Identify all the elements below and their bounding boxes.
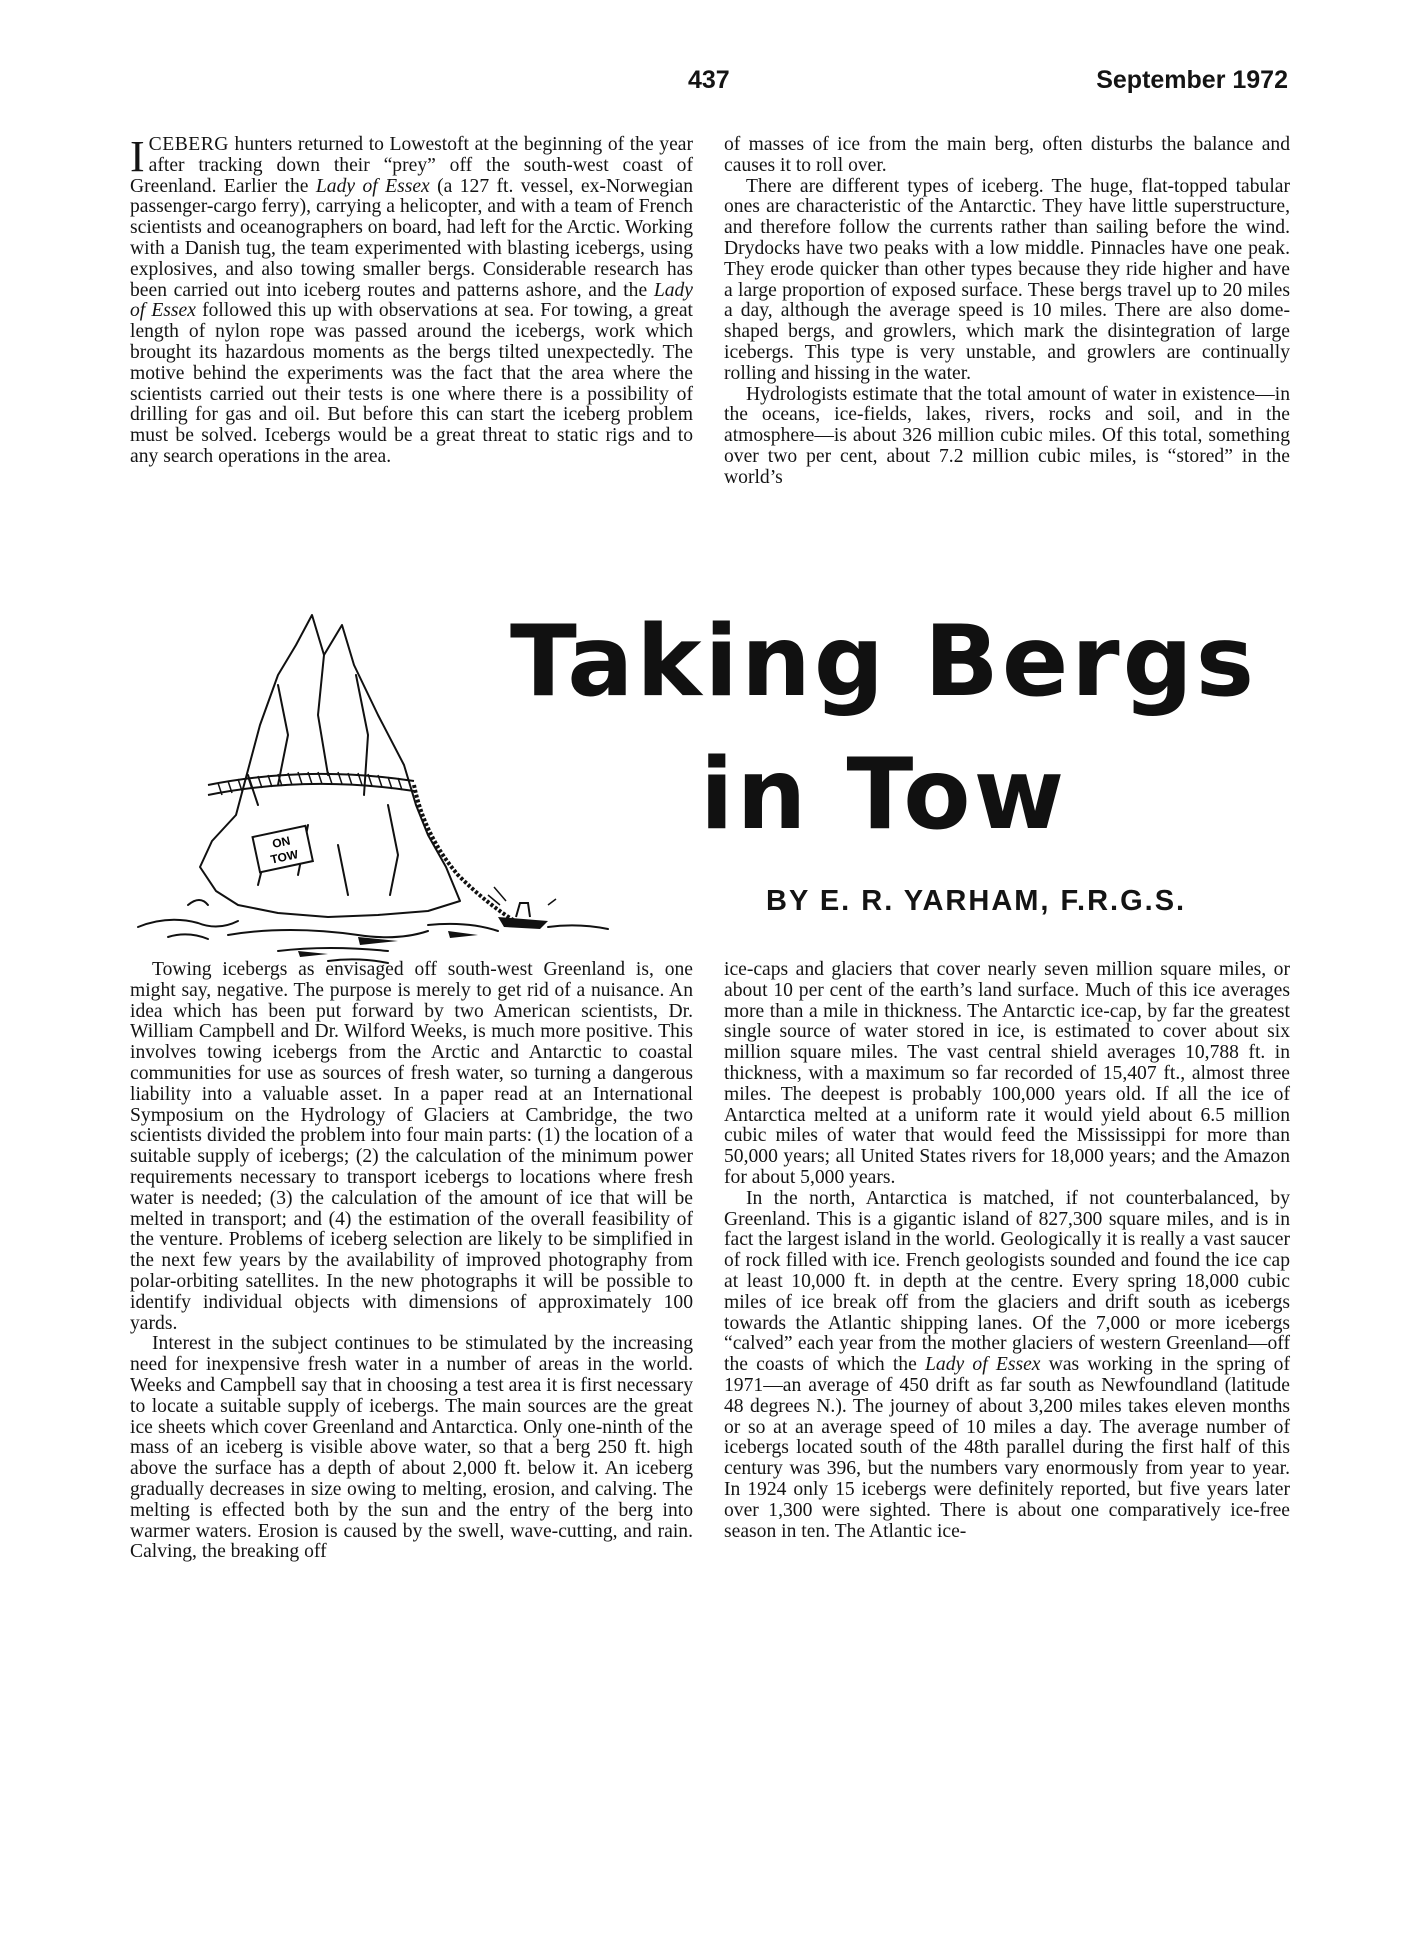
paragraph: Interest in the subject continues to be stimulated by the increasing need for inexpensive fresh water in a number of areas in the world. Weeks and Campbell say that in choosing a test area it is first necessary to locate a suitable supply of icebergs. The main sources are the great ice sheets which cover Greenland and Antarctica. Only one-ninth of the mass of an iceberg is visible above water, so that a berg 250 ft. high above the surface has a depth of about 2,000 ft. below it. An iceberg gradually decreases in size owing to melting, erosion, and calving. The melting is effected both by the sun and the entry of the berg into warmer waters. Erosion is caused by the swell, wave-cutting, and rain. Calving, the breaking off [130,1333,693,1563]
bottom-left-column [130,960,693,1563]
paragraph: of masses of ice from the main berg, often disturbs the balance and causes it to roll over. [724,134,1290,176]
vessel-name: Lady of Essex [130,279,693,322]
tag-label-on: ON [270,833,292,851]
tag-label-tow: TOW [269,847,300,867]
intro-column [130,132,694,468]
issue-date: September 1972 [1096,66,1288,94]
paragraph: Towing icebergs as envisaged off south-west Greenland is, one might say, negative. The purpose is merely to get rid of a nuisance. An idea which has been put forward by two American scientists, Dr. William Campbell and Dr. Wilford Weeks, is much more positive. This involves towing icebergs from the Arctic and Antarctic to coastal communities for use as sources of fresh water, so turning a dangerous liability into a valuable asset. In a paper read at an International Symposium on the Hydrology of Glaciers at Cambridge, the two scientists divided the problem into four main parts: (1) the location of a suitable supply of icebergs; (2) the calculation of the minimum power requirements necessary to transport icebergs to locations where fresh water is needed; (3) the calculation of the amount of ice that will be melted in transport; and (4) the estimation of the overall feasibility of the venture. Problems of iceberg selection are likely to be simplified in the next few years by the availability of improved photography from polar-orbiting satellites. In the new photographs it will be possible to identify individual objects with dimensions of approximately 100 yards. [130,959,693,1334]
top-right-column [724,135,1290,489]
article-title-line-2: in Tow [700,738,1068,852]
intro-paragraph: ICEBERG hunters returned to Lowestoft at the beginning of the year after tracking down their “prey” off the south-west coast of Greenland. Earlier the Lady of Essex (a 127 ft. vessel, ex-Norwegian passenger-cargo ferry), carrying a helicopter, and with a team of French scientists and oceanographers on board, had left for the Arctic. Working with a Danish tug, the team experimented with blasting icebergs, using explosives, and also towing smaller bergs. Considerable research has been carried out into iceberg routes and patterns ashore, and the Lady of Essex followed this up with observations at sea. For towing, a great length of nylon rope was passed around the icebergs, work which brought its hazardous moments as the bergs tilted unexpectedly. The motive behind the experiments was the fact that the area where the scientists carried out their tests is one where there is a possibility of drilling for gas and oil. But before this can start the iceberg problem must be solved. Icebergs would be a great threat to static rigs and to any search operations in the area. [130,132,694,467]
paragraph: Hydrologists estimate that the total amount of water in existence—in the oceans, ice-fields, lakes, rivers, rocks and soil, and in the atmosphere—is about 326 million cubic miles. Of this total, something over two per cent, about 7.2 million cubic miles, is “stored” in the world’s [724,383,1290,488]
paragraph: ice-caps and glaciers that cover nearly seven million square miles, or about 10 per cent of the earth’s land surface. Much of this ice averages more than a mile in thickness. The Antarctic ice-cap, by far the greatest single source of water stored in ice, is estimated to cover about six million square miles. The vast central shield averages 10,788 ft. in thickness, with a maximum so far recorded of 15,407 ft., almost three miles. The deepest is probably 100,000 years old. If all the ice of Antarctica melted at a uniform rate it would yield about 6.5 million cubic miles of water that would feed the Mississippi for more than 50,000 years; all United States rivers for 18,000 years; and the Amazon for about 5,000 years. [724,959,1290,1188]
bottom-right-column [724,960,1290,1542]
paragraph: In the north, Antarctica is matched, if not counterbalanced, by Greenland. This is a gigantic island of 827,300 square miles, and is in fact the largest island in the world. Geologically it is really a vast saucer of rock filled with ice. French geologists sounded and found the ice cap at least 10,000 ft. in depth at the centre. Every spring 18,000 cubic miles of ice break off from the glaciers and drift south as icebergs towards the Atlantic shipping lanes. Of the 7,000 or more icebergs “calved” each year from the mother glaciers of western Greenland—off the coasts of which the Lady of Essex was working in the spring of 1971—an average of 450 drift as far south as Newfoundland (latitude 48 degrees N.). The journey of about 3,200 miles takes eleven months or so at an average speed of 10 miles a day. The average number of icebergs located south of the 48th parallel during the first half of this century was 396, but the numbers vary enormously from year to year. In 1924 only 15 icebergs were definitely reported, but five years later over 1,300 were sighted. There is about one comparatively ice-free season in ten. The Atlantic ice- [724,1187,1290,1542]
vessel-name: Lady of Essex [925,1354,1041,1376]
article-title-line-1: Taking Bergs [510,605,1258,719]
byline: BY E. R. YARHAM, F.R.G.S. [766,885,1187,917]
drop-cap: I [130,132,145,181]
paragraph: There are different types of iceberg. The huge, flat-topped tabular ones are characteristic of the Antarctic. They have little superstructure, and therefore follow the currents rather than sailing before the wind. Drydocks have two peaks with a low middle. Pinnacles have one peak. They erode quicker than other types because they ride higher and have a large proportion of exposed surface. These bergs travel up to 20 miles a day, although the average speed is 10 miles. There are also dome-shaped bergs, and growlers, which mark the disintegration of large icebergs. This type is very unstable, and growlers are continually rolling and hissing in the water. [724,175,1290,384]
page-number: 437 [688,66,730,94]
vessel-name: Lady of Essex [315,175,430,197]
